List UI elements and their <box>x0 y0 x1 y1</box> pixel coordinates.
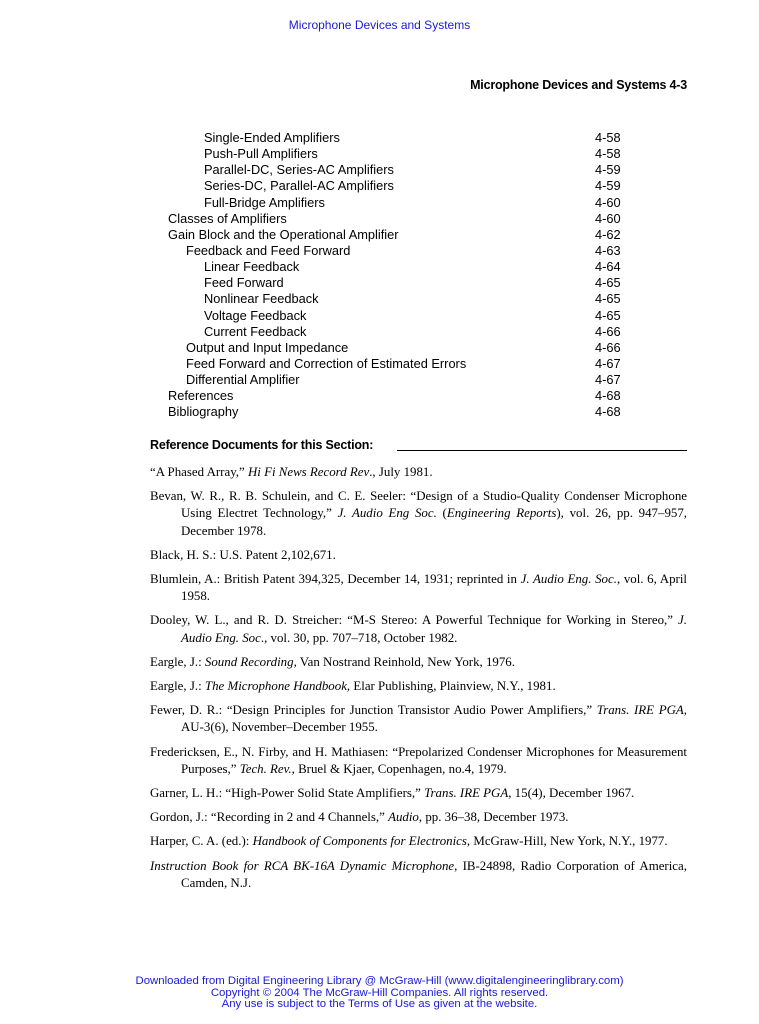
footer <box>0 976 759 1011</box>
toc-entry-page: 4-66 <box>595 339 621 355</box>
footer-terms-link[interactable]: Any use is subject to the Terms of Use as given at the website. <box>221 998 538 1011</box>
toc-entry-page: 4-68 <box>595 388 621 404</box>
reference-entry <box>150 612 687 646</box>
toc-entry-title: Nonlinear Feedback <box>204 291 319 307</box>
reference-entry <box>150 571 687 605</box>
reference-segment: Black, H. S.: U.S. Patent 2,102,671. <box>150 547 336 562</box>
reference-segment: ( <box>436 506 447 521</box>
reference-entry <box>150 654 687 671</box>
reference-segment: Bruel & Kjaer, Copenhagen, no.4, 1979. <box>294 761 507 776</box>
reference-segment: Elar Publishing, Plainview, N.Y., 1981. <box>350 679 556 694</box>
reference-italic-segment: J. Audio Eng. Soc. <box>520 572 617 587</box>
toc-entry-title: Feed Forward and Correction of Estimated Errors <box>186 355 467 371</box>
toc-entry-page: 4-60 <box>595 210 621 226</box>
toc-entry-title: Feedback and Feed Forward <box>186 242 351 258</box>
heading-rule <box>397 450 687 451</box>
reference-list <box>150 464 687 899</box>
reference-segment: Blumlein, A.: British Patent 394,325, December 14, 1931; reprinted in <box>150 572 521 587</box>
reference-italic-segment: Hi Fi News Record Rev <box>247 465 370 479</box>
reference-segment: Eargle, J.: <box>150 679 205 694</box>
reference-italic-segment: J. Audio Eng Soc. <box>337 506 437 521</box>
reference-heading <box>150 438 687 456</box>
reference-entry <box>150 488 687 540</box>
toc-entry[interactable] <box>0 356 759 372</box>
toc-entry[interactable] <box>0 275 759 291</box>
toc-entry[interactable] <box>0 195 759 211</box>
footer-download-link[interactable]: Downloaded from Digital Engineering Library @ McGraw-Hill (www.digitalengineeringlibrary.com) <box>135 975 624 987</box>
toc-entry-title: Parallel-DC, Series-AC Amplifiers <box>204 162 394 178</box>
toc-entry[interactable] <box>0 146 759 162</box>
reference-italic-segment: J. Audio Eng. Soc <box>181 613 687 645</box>
reference-entry <box>150 785 687 802</box>
reference-segment: ., vol. 30, pp. 707–718, October 1982. <box>260 630 458 645</box>
toc-entry-page: 4-65 <box>595 291 621 307</box>
reference-segment: IB-24898, Radio Corporation of America, Camden, N.J. <box>181 858 687 890</box>
reference-segment: Gordon, J.: “Recording in 2 and 4 Channels,” <box>150 810 389 825</box>
toc-entry-page: 4-66 <box>595 323 621 339</box>
footer-copyright: Copyright © 2004 The McGraw-Hill Companies. All rights reserved. <box>210 986 549 999</box>
toc-entry-title: Gain Block and the Operational Amplifier <box>168 226 399 242</box>
toc-entry-page: 4-60 <box>595 194 621 210</box>
toc-entry-page: 4-67 <box>595 372 621 388</box>
toc-entry-page: 4-59 <box>595 178 621 194</box>
reference-italic-segment: Instruction Book for RCA BK-16A Dynamic Microphone, <box>150 858 458 873</box>
toc-entry-page: 4-68 <box>595 404 621 420</box>
reference-segment: McGraw-Hill, New York, N.Y., 1977. <box>470 834 668 849</box>
reference-entry <box>150 744 687 778</box>
toc-entry[interactable] <box>0 340 759 356</box>
reference-heading-text: Reference Documents for this Section: <box>150 438 374 452</box>
toc-entry-page: 4-65 <box>595 307 621 323</box>
reference-entry <box>150 702 687 736</box>
toc-entry[interactable] <box>0 162 759 178</box>
toc-entry-title: Classes of Amplifiers <box>168 210 287 226</box>
reference-italic-segment: Tech. Rev., <box>239 761 295 776</box>
toc-entry-title: Current Feedback <box>204 323 307 339</box>
toc-entry[interactable] <box>0 178 759 194</box>
toc-entry-page: 4-59 <box>595 162 621 178</box>
toc-entry-page: 4-64 <box>595 259 621 275</box>
toc-entry-title: Push-Pull Amplifiers <box>204 146 318 162</box>
reference-segment: , pp. 36–38, December 1973. <box>418 810 569 825</box>
reference-entry <box>150 858 687 892</box>
reference-segment: ), vol. 26, pp. 947–957, December 1978. <box>181 506 688 538</box>
reference-italic-segment: The Microphone Handbook, <box>204 679 351 694</box>
toc-entry[interactable] <box>0 227 759 243</box>
reference-entry <box>150 464 687 481</box>
toc-entry[interactable] <box>0 243 759 259</box>
toc-entry[interactable] <box>0 372 759 388</box>
toc-entry-title: Voltage Feedback <box>204 307 307 323</box>
toc-entry-title: Single-Ended Amplifiers <box>204 130 340 145</box>
toc-entry[interactable] <box>0 308 759 324</box>
reference-segment: Garner, L. H.: “High-Power Solid State Amplifiers,” <box>150 786 425 801</box>
toc-entry-title: Differential Amplifier <box>186 372 300 388</box>
table-of-contents <box>0 130 759 421</box>
toc-entry-title: Series-DC, Parallel-AC Amplifiers <box>204 178 394 194</box>
reference-entry <box>150 833 687 850</box>
toc-entry-title: Feed Forward <box>204 275 284 291</box>
reference-italic-segment: Trans. IRE PGA <box>424 786 509 801</box>
toc-entry-page: 4-67 <box>595 355 621 371</box>
toc-entry[interactable] <box>0 130 759 146</box>
reference-segment: Fewer, D. R.: “Design Principles for Junction Transistor Audio Power Amplifiers,” <box>150 703 597 718</box>
reference-segment: , vol. 6, April 1958. <box>181 572 687 604</box>
reference-italic-segment: Trans. IRE PGA <box>596 703 684 718</box>
toc-entry[interactable] <box>0 291 759 307</box>
reference-segment: Eargle, J.: <box>150 654 205 669</box>
toc-entry-title: Output and Input Impedance <box>186 339 349 355</box>
reference-segment: Dooley, W. L., and R. D. Streicher: “M-S Stereo: A Powerful Technique for Working in Stereo,” <box>150 613 679 628</box>
reference-italic-segment: Sound Recording, <box>204 654 297 669</box>
reference-segment: Fredericksen, E., N. Firby, and H. Mathiasen: “Prepolarized Condenser Microphones for Measurement Purposes,” <box>150 744 687 776</box>
toc-entry-page: 4-65 <box>595 275 621 291</box>
toc-entry-page: 4-58 <box>595 146 621 162</box>
reference-italic-segment: Handbook of Components for Electronics, <box>252 834 471 849</box>
reference-entry <box>150 547 687 564</box>
toc-entry[interactable] <box>0 211 759 227</box>
reference-segment: “A Phased Array,” <box>150 465 248 479</box>
reference-segment: Bevan, W. R., R. B. Schulein, and C. E. Seeler: “Design of a Studio-Quality Condenser Microphone Using Electret Technology,” <box>150 489 687 521</box>
reference-entry <box>150 678 687 695</box>
toc-entry[interactable] <box>0 388 759 404</box>
reference-segment: ., July 1981. <box>369 465 433 479</box>
reference-italic-segment: Audio <box>388 810 419 825</box>
reference-segment: , 15(4), December 1967. <box>508 786 635 801</box>
toc-entry-title: Full-Bridge Amplifiers <box>204 194 325 210</box>
toc-entry-page: 4-62 <box>595 226 621 242</box>
toc-entry[interactable] <box>0 324 759 340</box>
reference-segment: , AU-3(6), November–December 1955. <box>181 703 687 735</box>
toc-entry[interactable] <box>0 404 759 420</box>
toc-entry[interactable] <box>0 259 759 275</box>
reference-segment: Harper, C. A. (ed.): <box>150 834 253 849</box>
toc-entry-title: Bibliography <box>168 404 239 420</box>
reference-entry <box>150 809 687 826</box>
toc-entry-title: Linear Feedback <box>204 259 300 275</box>
reference-segment: Van Nostrand Reinhold, New York, 1976. <box>296 654 515 669</box>
toc-entry-page: 4-58 <box>595 130 621 145</box>
top-title-link[interactable]: Microphone Devices and Systems <box>288 18 471 32</box>
toc-entry-page: 4-63 <box>595 242 621 258</box>
toc-entry-title: References <box>168 388 234 404</box>
reference-italic-segment: Engineering Reports <box>446 506 557 521</box>
running-head: Microphone Devices and Systems 4-3 <box>470 78 687 92</box>
